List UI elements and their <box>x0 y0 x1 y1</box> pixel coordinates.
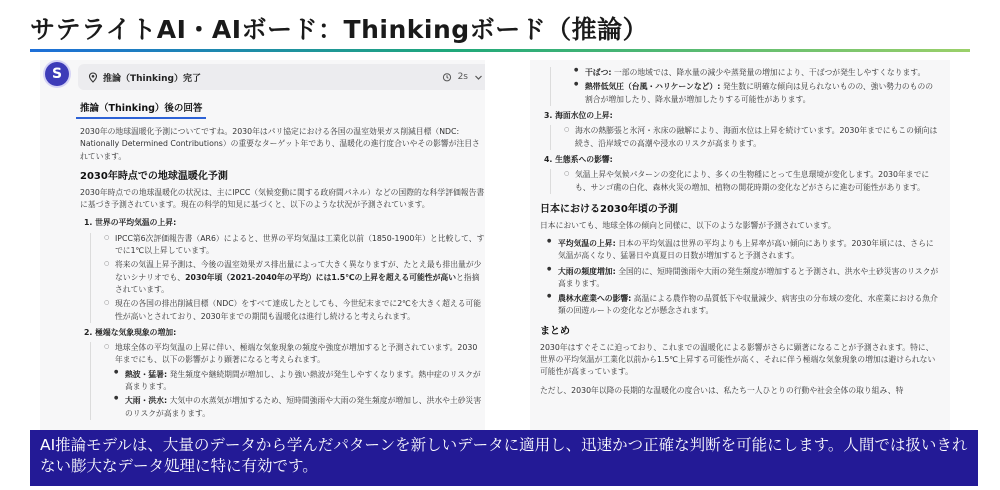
list-item: ○ 海水の熱膨張と氷河・氷床の融解により、海面水位は上昇を続けています。2030年までにもこの傾向は続き、沿岸域での高潮や浸水のリスクが高まります。 <box>565 125 940 150</box>
summary-paragraph: 2030年はすぐそこに迫っており、これまでの温暖化による影響がさらに顕著になることが予測されます。特に、世界の平均気温が工業化以前から1.5℃上昇する可能性が高く、それに伴う極端な気象現象の増加は避けられない可能性が高まっています。 <box>540 342 936 377</box>
section-2-continued-list <box>550 67 940 106</box>
slide-title: サテライトAI・AIボード：Thinkingボード（推論） <box>30 15 649 44</box>
chevron-down-icon[interactable] <box>474 73 483 82</box>
japan-paragraph: 日本においても、地球全体の傾向と同様に、以下のような影響が予測されています。 <box>540 220 836 230</box>
intro-paragraph: 2030年の地球温暖化予測についてですね。2030年はパリ協定における各国の温室効果ガス削減目標（NDC: Nationally Determined Contributions）の重要なターゲット年であり、温暖化の進行度合いやその影響が注目されています。 <box>80 127 480 161</box>
section-3-list <box>550 125 940 150</box>
list-item: ○ 気温上昇や気候パターンの変化により、多くの生物種にとって生息環境が変化します。2030年までにも、サンゴ礁の白化、森林火災の増加、植物の開花時期の変化などがさらに進む可能性があります。 <box>565 169 940 194</box>
title-underline <box>30 49 970 52</box>
list-item: ○ 地球全体の平均気温の上昇に伴い、極端な気象現象の頻度や強度が増加すると予測されています。2030年までにも、以下の影響がより顕著になると考えられます。 <box>105 342 485 367</box>
section-2-title: 2. 極端な気象現象の増加: <box>84 327 177 337</box>
left-answer-body <box>80 126 485 422</box>
sub-list-item: ● 熱波・猛暑: 発生頻度や継続期間が増加し、より強い熱波が発生しやすくなります。熱中症のリスクが高まります。 <box>105 369 485 394</box>
list-item: ○ 現在の各国の排出削減目標（NDC）をすべて達成したとしても、今世紀末までに2℃を大きく超える可能性が高いとされており、2030年までの期間も温暖化は進行し続けると考えられます。 <box>105 298 485 323</box>
caption-banner: AI推論モデルは、大量のデータから学んだパターンを新しいデータに適用し、迅速かつ正確な判断を可能にします。人間では扱いきれない膨大なデータ処理に特に有効です。 <box>30 430 978 486</box>
active-tab-indicator <box>76 117 206 119</box>
pin-icon <box>88 72 98 83</box>
list-item: ● 大雨の頻度増加: 全国的に、短時間強雨や大雨の発生頻度が増加すると予測され、洪水や土砂災害のリスクが高まります。 <box>546 266 940 291</box>
heading-japan-forecast: 日本における2030年頃の予測 <box>540 203 678 215</box>
section-4-title: 4. 生態系への影響: <box>544 154 613 164</box>
sub-list-item: ● 熱帯低気圧（台風・ハリケーンなど）: 発生数に明確な傾向は見られないものの、強い勢力のものの割合が増加したり、降水量が増加したりする可能性があります。 <box>565 81 940 106</box>
section-2-list <box>90 342 485 420</box>
timer-icon <box>442 72 452 82</box>
heading-summary: まとめ <box>540 325 570 337</box>
list-item: ○ IPCC第6次評価報告書（AR6）によると、世界の平均気温は工業化以前（1850-1900年）と比較して、すでに1℃以上昇しています。 <box>105 233 485 258</box>
sub-list-item: ● 大雨・洪水: 大気中の水蒸気が増加するため、短時間強雨や大雨の発生頻度が増加し、洪水や土砂災害のリスクが高まります。 <box>105 395 485 420</box>
list-item: ○ 将来の気温上昇予測は、今後の温室効果ガス排出量によって大きく異なりますが、たとえ最も排出量が少ないシナリオでも、2030年頃（2021-2040年の平均）には1.5℃の上昇を超える可能性が高いと指摘されています。 <box>105 259 485 296</box>
heading-2030-forecast: 2030年時点での地球温暖化予測 <box>80 170 228 182</box>
thinking-status-label: 推論（Thinking）完了 <box>103 73 201 84</box>
section-1-list <box>90 233 485 323</box>
forecast-paragraph: 2030年時点での地球温暖化の状況は、主にIPCC（気候変動に関する政府間パネル）などの国際的な科学評価報告書に基づき予測されています。現在の科学的知見に基づくと、以下のような状況が予測されています。 <box>80 187 485 210</box>
assistant-logo: S <box>45 62 69 86</box>
left-chat-panel <box>40 60 485 430</box>
section-3-title: 3. 海面水位の上昇: <box>544 110 613 120</box>
thinking-duration: 2s <box>457 72 468 82</box>
sub-list-item: ● 干ばつ: 一部の地域では、降水量の減少や蒸発量の増加により、干ばつが発生しやすくなります。 <box>565 67 940 79</box>
list-item: ● 農林水産業への影響: 高温による農作物の品質低下や収量減少、病害虫の分布域の変化、水産業における魚介類の回遊ルートの変化などが懸念されます。 <box>546 293 940 318</box>
tab-answer-after-thinking[interactable]: 推論（Thinking）後の回答 <box>80 103 203 114</box>
right-chat-panel <box>530 60 950 430</box>
section-1-title: 1. 世界の平均気温の上昇: <box>84 218 177 228</box>
section-4-list <box>550 169 940 194</box>
closing-paragraph: ただし、2030年以降の長期的な温暖化の度合いは、私たち一人ひとりの行動や社会全体の取り組み、特 <box>540 385 904 395</box>
right-answer-body <box>540 66 940 403</box>
list-item: ● 平均気温の上昇: 日本の平均気温は世界の平均よりも上昇率が高い傾向にあります。2030年頃には、さらに気温が高くなり、猛暑日や真夏日の日数が増加すると予測されます。 <box>546 238 940 263</box>
thinking-status-bar[interactable] <box>78 64 485 90</box>
